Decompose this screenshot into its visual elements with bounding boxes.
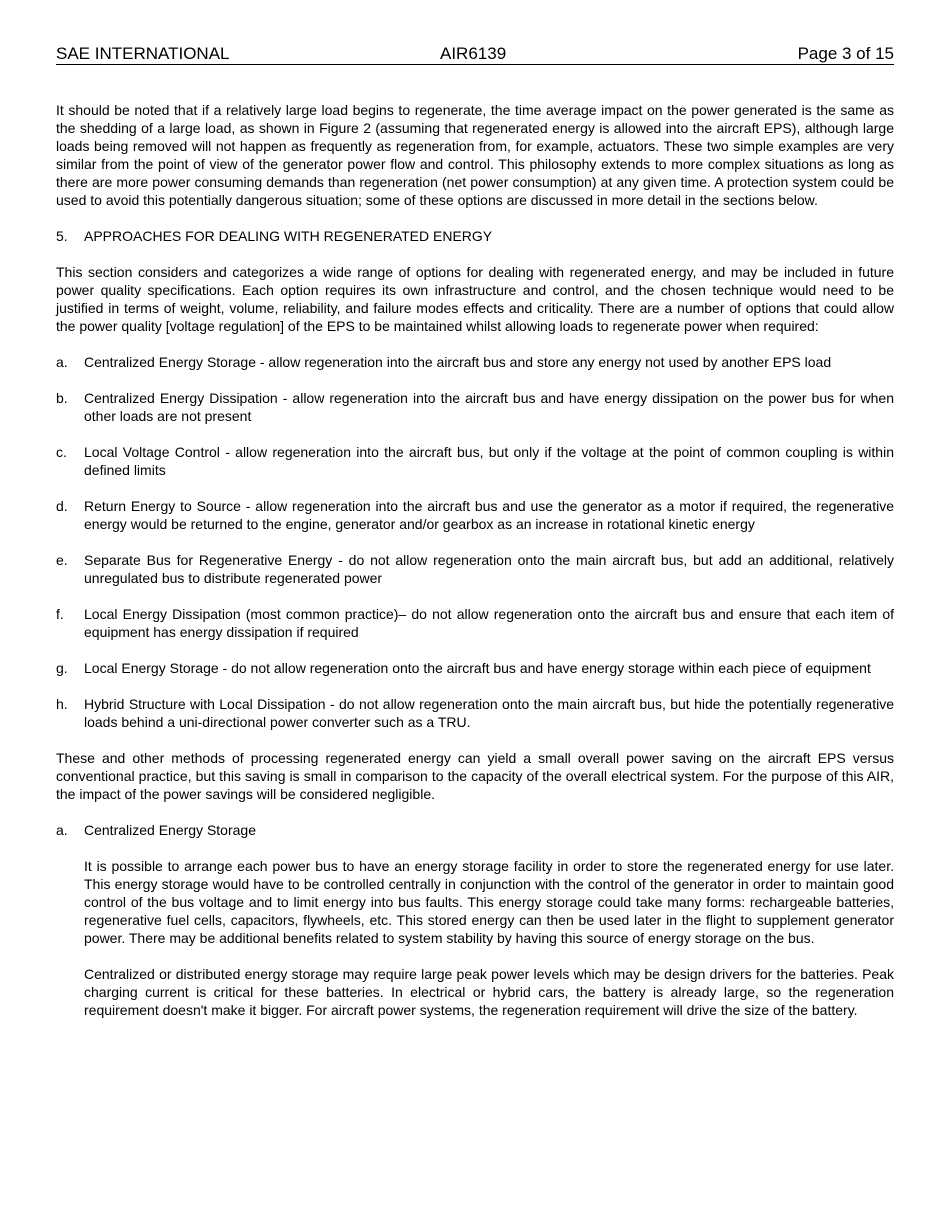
section-intro-paragraph: This section considers and categorizes a wide range of options for dealing with regenerated energy, and may be included in future power quality specifications. Each option requires its own infrastructure and control, and the chosen technique would need to be justified in terms of weight, volume, reliability, and failure modes effects and criticality. There are a number of options that could allow the power quality [voltage regulation] of the EPS to be maintained whilst allowing loads to regenerate power when required: <box>56 264 894 334</box>
list-item-text: Hybrid Structure with Local Dissipation - do not allow regeneration onto the main aircraft bus, but hide the potentially regenerative loads behind a uni-directional power converter such as a TRU. <box>84 696 894 730</box>
section-number: 5. <box>56 228 68 244</box>
list-item <box>56 695 894 731</box>
list-item <box>56 659 894 677</box>
list-item-text: Local Voltage Control - allow regeneration into the aircraft bus, but only if the voltage at the point of common coupling is within defined limits <box>84 444 894 478</box>
list-item-letter: g. <box>56 660 68 676</box>
header-page-label: Page 3 of 15 <box>797 44 894 63</box>
list-item-text: Return Energy to Source - allow regeneration into the aircraft bus and use the generator as a motor if required, the regenerative energy would be returned to the engine, generator and/or gearbox as an increase in rotational kinetic energy <box>84 498 894 532</box>
header-document-number: AIR6139 <box>440 44 507 63</box>
header-organization: SAE INTERNATIONAL <box>56 44 230 63</box>
section-title: APPROACHES FOR DEALING WITH REGENERATED ENERGY <box>84 228 493 244</box>
list-item-letter: b. <box>56 390 68 406</box>
list-item <box>56 389 894 425</box>
list-item-letter: h. <box>56 696 68 712</box>
list-item-letter: c. <box>56 444 67 460</box>
summary-paragraph: These and other methods of processing regenerated energy can yield a small overall power saving on the aircraft EPS versus conventional practice, but this saving is small in comparison to the capacity of the overall electrical system. For the purpose of this AIR, the impact of the power savings will be considered negligible. <box>56 750 894 802</box>
document-page <box>56 44 894 1019</box>
list-item <box>56 443 894 479</box>
list-item-text: Local Energy Storage - do not allow regeneration onto the aircraft bus and have energy storage within each piece of equipment <box>84 660 871 676</box>
subsection-letter: a. <box>56 822 68 838</box>
list-item-text: Separate Bus for Regenerative Energy - do not allow regeneration onto the main aircraft bus, but add an additional, relatively unregulated bus to distribute regenerated power <box>84 552 894 586</box>
list-item-letter: f. <box>56 606 64 622</box>
list-item <box>56 605 894 641</box>
subsection-paragraph-1: It is possible to arrange each power bus to have an energy storage facility in order to store the regenerated energy for use later. This energy storage would have to be controlled centrally in conjunction with the control of the generator in order to maintain good control of the bus voltage and to limit energy into bus faults. This energy storage could take many forms: rechargeable batteries, regenerative fuel cells, capacitors, flywheels, etc. This stored energy can then be used later in the flight to supplement generator power. There may be additional benefits related to system stability by having this source of energy storage on the bus. <box>84 858 894 946</box>
list-item-text: Centralized Energy Dissipation - allow regeneration into the aircraft bus and have energy dissipation on the power bus for when other loads are not present <box>84 390 894 424</box>
list-item-text: Centralized Energy Storage - allow regeneration into the aircraft bus and store any energy not used by another EPS load <box>84 354 832 370</box>
options-list <box>56 353 894 731</box>
list-item <box>56 551 894 587</box>
page-header <box>56 44 894 65</box>
subsection-paragraph-2: Centralized or distributed energy storage may require large peak power levels which may be design drivers for the batteries. Peak charging current is critical for these batteries. In electrical or hybrid cars, the battery is already large, so the regeneration requirement doesn't make it bigger. For aircraft power systems, the regeneration requirement will drive the size of the battery. <box>84 966 894 1018</box>
subsection-title: Centralized Energy Storage <box>84 822 256 838</box>
subsection-heading <box>56 821 894 839</box>
list-item-letter: d. <box>56 498 68 514</box>
list-item <box>56 353 894 371</box>
list-item-text: Local Energy Dissipation (most common practice)– do not allow regeneration onto the aircraft bus and ensure that each item of equipment has energy dissipation if required <box>84 606 894 640</box>
list-item-letter: a. <box>56 354 68 370</box>
list-item <box>56 497 894 533</box>
intro-paragraph: It should be noted that if a relatively large load begins to regenerate, the time average impact on the power generated is the same as the shedding of a large load, as shown in Figure 2 (assuming that regenerated energy is allowed into the aircraft EPS), although large loads being removed will not happen as frequently as regeneration from, for example, actuators. These two simple examples are very similar from the point of view of the generator power flow and control. This philosophy extends to more complex situations as long as there are more power consuming demands than regeneration (net power consumption) at any given time. A protection system could be used to avoid this potentially dangerous situation; some of these options are discussed in more detail in the sections below. <box>56 102 894 208</box>
list-item-letter: e. <box>56 552 68 568</box>
section-heading <box>56 227 894 245</box>
